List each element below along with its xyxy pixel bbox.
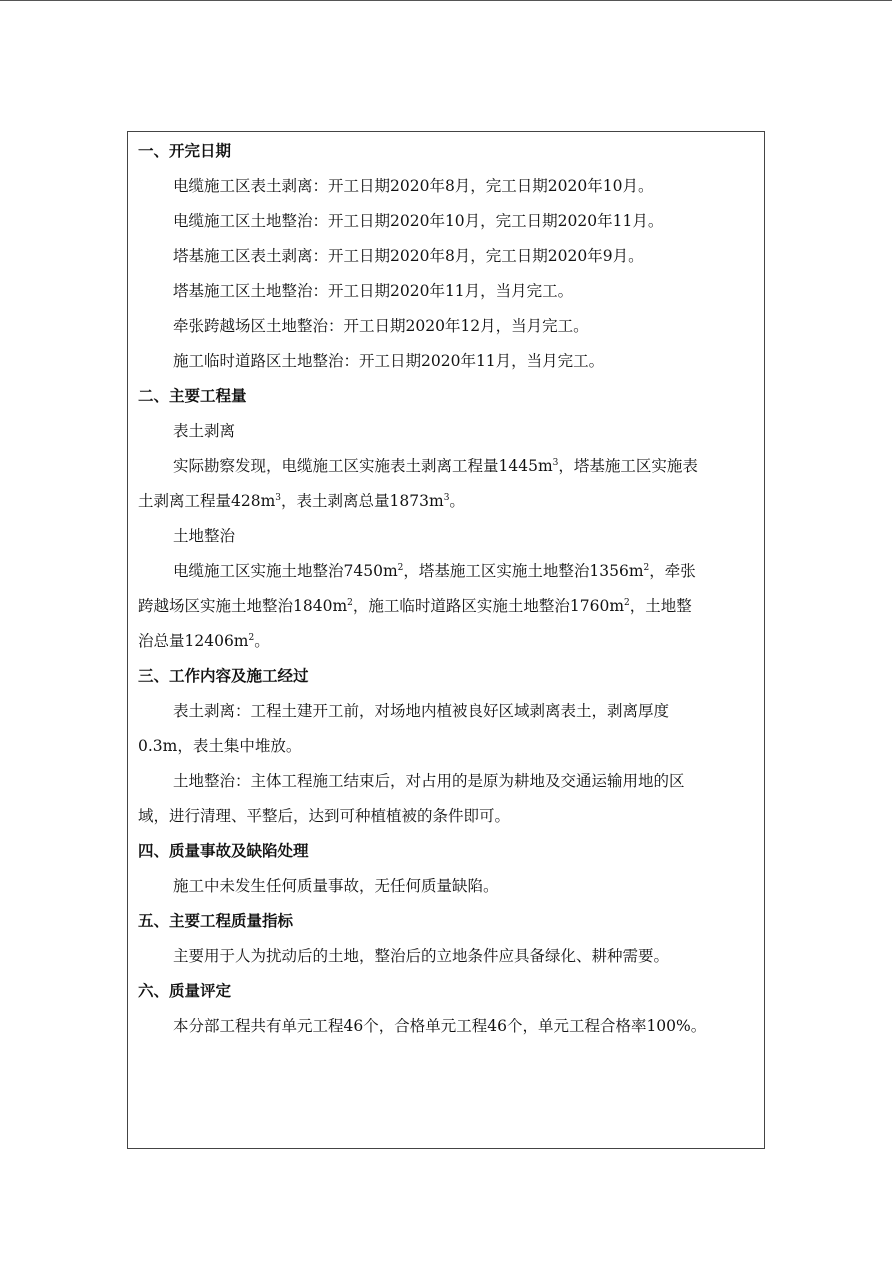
subheading-topsoil-stripping: 表土剥离 — [173, 422, 236, 440]
date-line-stringing-land: 牵张跨越场区土地整治：开工日期2020年12月，当月完工。 — [173, 317, 589, 335]
paragraph-land-line2: 跨越场区实施土地整治$1840m^2$，施工临时道路区实施土地整治$1760m^2$，土地整 — [138, 597, 692, 615]
paragraph-topsoil-line1: 实际勘察发现，电缆施工区实施表土剥离工程量$1445m^3$，塔基施工区实施表 — [173, 457, 698, 475]
date-line-cable-land: 电缆施工区土地整治：开工日期2020年10月，完工日期2020年11月。 — [173, 212, 664, 230]
quality-assessment-text: 本分部工程共有单元工程46个，合格单元工程46个，单元工程合格率100%。 — [173, 1017, 707, 1035]
quality-defects-text: 施工中未发生任何质量事故，无任何质量缺陷。 — [173, 877, 499, 895]
work-land-line2: 域，进行清理、平整后，达到可种植植被的条件即可。 — [138, 807, 511, 825]
content-frame — [127, 131, 765, 1149]
paragraph-land-line3: 治总量$12406m^2$。 — [138, 632, 270, 650]
quality-indicators-text: 主要用于人为扰动后的土地，整治后的立地条件应具备绿化、耕种需要。 — [173, 947, 670, 965]
section-heading-main-quantities: 二、主要工程量 — [138, 386, 247, 405]
paragraph-topsoil-line2: 土剥离工程量$428m^3$，表土剥离总量$1873m^3$。 — [138, 492, 465, 510]
section-heading-quality-defects: 四、质量事故及缺陷处理 — [138, 841, 309, 860]
page-top-border — [0, 0, 892, 1]
paragraph-land-line1: 电缆施工区实施土地整治$7450m^2$，塔基施工区实施土地整治$1356m^2$，牵张 — [173, 562, 696, 580]
section-heading-quality-assessment: 六、质量评定 — [138, 981, 232, 1000]
work-topsoil-line2: 0.3m，表土集中堆放。 — [138, 737, 302, 755]
date-line-tower-land: 塔基施工区土地整治：开工日期2020年11月，当月完工。 — [173, 282, 574, 300]
subheading-land-rehabilitation: 土地整治 — [173, 527, 236, 545]
date-line-cable-topsoil: 电缆施工区表土剥离：开工日期2020年8月，完工日期2020年10月。 — [173, 177, 654, 195]
work-topsoil-line1: 表土剥离：工程土建开工前，对场地内植被良好区域剥离表土，剥离厚度 — [173, 702, 670, 720]
section-heading-work-content: 三、工作内容及施工经过 — [138, 666, 309, 685]
section-heading-start-end-dates: 一、开完日期 — [138, 141, 232, 160]
date-line-tower-topsoil: 塔基施工区表土剥离：开工日期2020年8月，完工日期2020年9月。 — [173, 247, 644, 265]
work-land-line1: 土地整治：主体工程施工结束后，对占用的是原为耕地及交通运输用地的区 — [173, 772, 685, 790]
date-line-road-land: 施工临时道路区土地整治：开工日期2020年11月，当月完工。 — [173, 352, 605, 370]
section-heading-quality-indicators: 五、主要工程质量指标 — [138, 911, 294, 930]
